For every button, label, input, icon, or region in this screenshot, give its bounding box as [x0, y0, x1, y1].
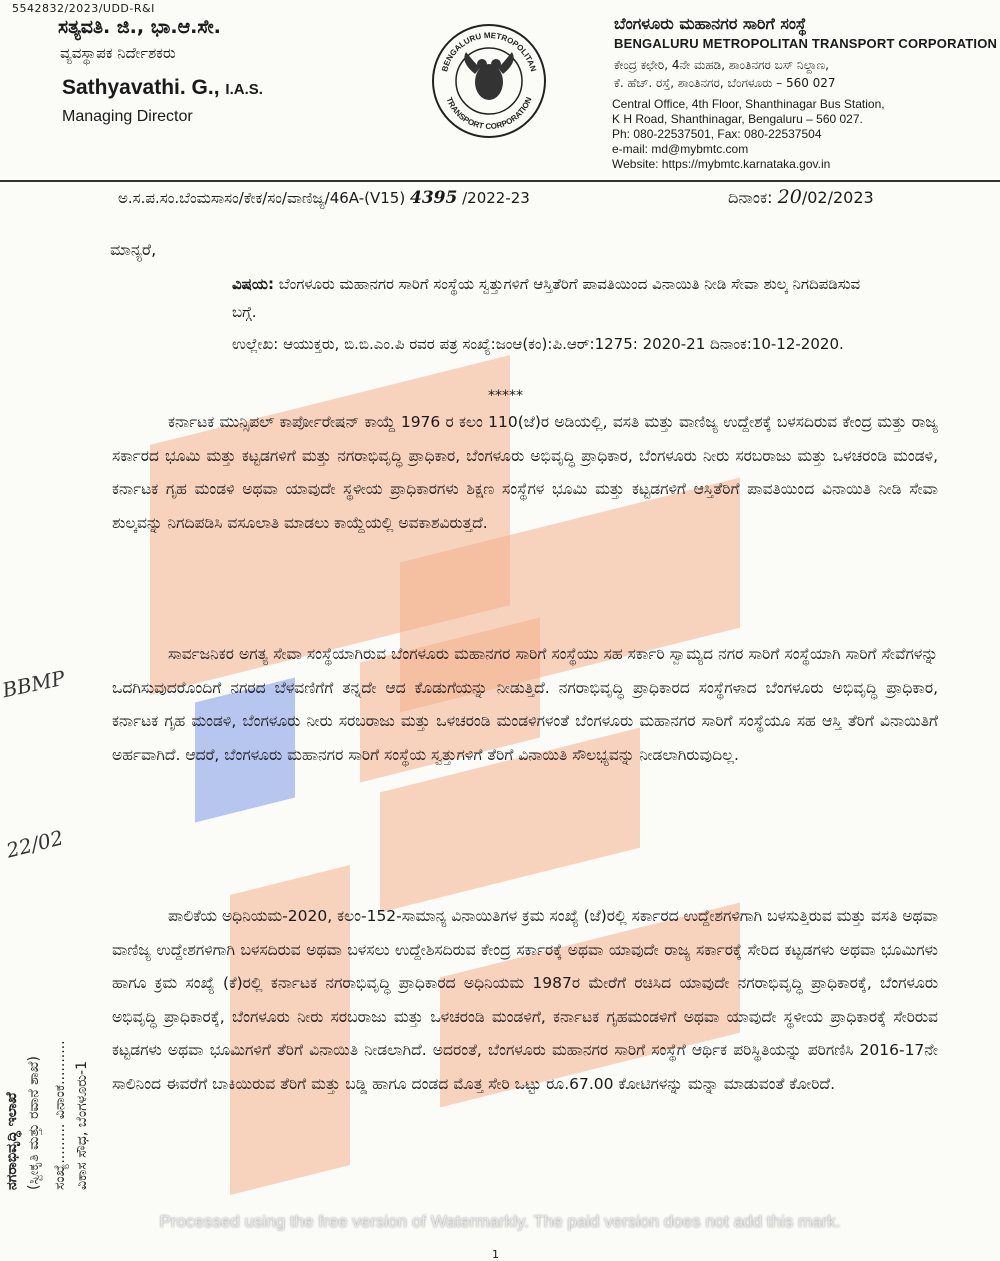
ref-number-handwritten: 4395: [409, 188, 458, 208]
officer-designation-kannada: ವ್ಯವಸ್ಥಾಪಕ ನಿರ್ದೇಶಕರು: [60, 44, 176, 62]
ref-number-suffix: /2022-23: [462, 189, 530, 207]
paragraph-2: [112, 638, 938, 772]
bmtc-seal-logo: [430, 22, 548, 140]
paragraph-3-text: ಪಾಲಿಕೆಯ ಅಧಿನಿಯಮ-2020, ಕಲಂ-152-ಸಾಮಾನ್ಯ ವಿನಾಯಿತಿಗಳ ಕ್ರಮ ಸಂಖ್ಯೆ (ಜೆ)ರಲ್ಲಿ ಸರ್ಕಾರದ ಉದ್ದೇಶಗಳಿಗಾಗಿ ಬಳಸುತ್ತಿರುವ ಮತ್ತು ವಸತಿ ಅಥವಾ ವಾಣಿಜ್ಯ ಉದ್ದೇಶಗಳಿಗಾಗಿ ಬಳಸದಿರುವ ಅಥವಾ ಬಳಸಲು ಉದ್ದೇಶಿಸದಿರುವ ಕೇಂದ್ರ ಸರ್ಕಾರಕ್ಕೆ ಅಥವಾ ಯಾವುದೇ ರಾಜ್ಯ ಸರ್ಕಾರಕ್ಕೆ ಸೇರಿದ ಕಟ್ಟಡಗಳು ಅಥವಾ ಭೂಮಿಗಳು ಹಾಗೂ ಕ್ರಮ ಸಂಖ್ಯೆ (ಕೆ)ರಲ್ಲಿ ಕರ್ನಾಟಕ ನಗರಾಭಿವೃದ್ಧಿ ಪ್ರಾಧಿಕಾರದ ಅಧಿನಿಯಮ 1987ರ ಮೇರೆಗೆ ರಚಿಸಿದ ಯಾವುದೇ ನಗರಾಭಿವೃದ್ಧಿ ಪ್ರಾಧಿಕಾರಕ್ಕೆ, ಬೆಂಗಳೂರು ಅಭಿವೃದ್ಧಿ ಪ್ರಾಧಿಕಾರಕ್ಕೆ, ಬೆಂಗಳೂರು ನೀರು ಸರಬರಾಜು ಮತ್ತು ಒಳಚರಂಡಿ ಮಂಡಳಿಗೆ, ಕರ್ನಾಟಕ ಗೃಹಮಂಡಳಿಗೆ ಅಥವಾ ಯಾವುದೇ ಸ್ಥಳೀಯ ಪ್ರಾಧಿಕಾರಕ್ಕೆ ಸೇರಿರುವ ಕಟ್ಟಡಗಳು ಅಥವಾ ಭೂಮಿಗಳಿಗೆ ತೆರಿಗೆ ವಿನಾಯಿತಿ ನೀಡಲಾಗಿದೆ. ಅದರಂತೆ, ಬೆಂಗಳೂರು ಮಹಾನಗರ ಸಾರಿಗೆ ಸಂಸ್ಥೆಗೆ ಆರ್ಥಿಕ ಪರಿಸ್ಥಿತಿಯನ್ನು ಪರಿಗಣಿಸಿ 2016-17ನೇ ಸಾಲಿನಿಂದ ಈವರೆಗೆ ಬಾಕಿಯಿರುವ ತೆರಿಗೆ ಮತ್ತು ಬಡ್ಡಿ ಹಾಗೂ ದಂಡದ ಮೊತ್ತ ಸೇರಿ ಒಟ್ಟು ರೂ.67.00 ಕೋಟಿಗಳನ್ನು ಮನ್ನಾ ಮಾಡುವಂತೆ ಕೋರಿದೆ.: [112, 907, 938, 1093]
stamp-line-2: (ಸ್ವೀಕೃತಿ ಮತ್ತು ರವಾನೆ ಶಾಖೆ): [26, 1056, 42, 1190]
address-kannada-line-1: ಕೇಂದ್ರ ಕಛೇರಿ, 4ನೇ ಮಹಡಿ, ಶಾಂತಿನಗರ ಬಸ್ ನಿಲ್ದಾಣ,: [614, 58, 829, 72]
paragraph-3: [112, 900, 938, 1101]
address-kannada-line-2: ಕೆ. ಹೆಚ್. ರಸ್ತೆ, ಶಾಂತಿನಗರ, ಬೆಂಗಳೂರು – 560 027: [614, 76, 836, 90]
stamp-line-1: ನಗರಾಭಿವೃದ್ಧಿ ಇಲಾಖೆ: [4, 1092, 20, 1190]
reference-text: ಆಯುಕ್ತರು, ಬಿ.ಬಿ.ಎಂ.ಪಿ ರವರ ಪತ್ರ ಸಂಖ್ಯೆ:ಜಂಆ(ಕಂ):ಪಿ.ಆರ್:1275: 2020-21 ದಿನಾಂಕ:10-12-2020.: [283, 335, 844, 353]
phone-fax: Ph: 080-22537501, Fax: 080-22537504: [612, 127, 822, 141]
margin-note-bbmp: BBMP: [0, 665, 68, 703]
subject-label: ವಿಷಯ:: [232, 275, 274, 293]
seal-text-bottom: TRANSPORT CORPORATION: [444, 95, 534, 132]
paragraph-1: [112, 406, 938, 540]
organisation-name-english: BENGALURU METROPOLITAN TRANSPORT CORPORATION: [614, 36, 998, 51]
officer-name-english: [62, 76, 263, 100]
stamp-line-4: ವಿಕಾಸ ಸೌಧ, ಬೆಂಗಳೂರು-1: [74, 1061, 90, 1190]
organisation-name-kannada: ಬೆಂಗಳೂರು ಮಹಾನಗರ ಸಾರಿಗೆ ಸಂಸ್ಥೆ: [614, 14, 807, 33]
subject-text: ಬೆಂಗಳೂರು ಮಹಾನಗರ ಸಾರಿಗೆ ಸಂಸ್ಥೆಯ ಸ್ವತ್ತುಗಳಿಗೆ ಆಸ್ತಿತೆರಿಗೆ ಪಾವತಿಯಿಂದ ವಿನಾಯಿತಿ ನೀಡಿ ಸೇವಾ ಶುಲ್ಕ ನಿಗದಿಪಡಿಸುವ ಬಗ್ಗೆ.: [232, 275, 861, 321]
section-separator: *****: [488, 388, 523, 404]
officer-name-kannada: ಸತ್ಯವತಿ. ಜಿ., ಭಾ.ಆ.ಸೇ.: [58, 16, 221, 38]
watermark-notice: Processed using the free version of Watermarkly. The paid version does not add this mark.: [159, 1212, 841, 1231]
email: e-mail: md@mybmtc.com: [612, 142, 749, 156]
page-number: 1: [492, 1248, 499, 1261]
header-divider: [0, 180, 1000, 182]
date-suffix: /02/2023: [801, 188, 874, 207]
officer-suffix: I.A.S.: [225, 81, 263, 98]
seal-text-top: BENGALURU METROPOLITAN: [440, 30, 538, 73]
address-kannada: [614, 56, 836, 92]
address-english-line-1: Central Office, 4th Floor, Shanthinagar Bus Station,: [612, 97, 885, 111]
address-english-line-2: K H Road, Shanthinagar, Bengaluru – 560 027.: [612, 112, 863, 126]
website: Website: https://mybmtc.karnataka.gov.in: [612, 157, 831, 171]
margin-note-date: 22/02: [3, 825, 66, 863]
reference-label: ಉಲ್ಲೇಖ:: [232, 335, 279, 353]
address-english: [612, 97, 885, 172]
salutation: ಮಾನ್ಯರೆ,: [110, 240, 157, 259]
paragraph-2-text: ಸಾರ್ವಜನಿಕರ ಅಗತ್ಯ ಸೇವಾ ಸಂಸ್ಥೆಯಾಗಿರುವ ಬೆಂಗಳೂರು ಮಹಾನಗರ ಸಾರಿಗೆ ಸಂಸ್ಥೆಯು ಸಹ ಸರ್ಕಾರಿ ಸ್ವಾಮ್ಯದ ನಗರ ಸಾರಿಗೆ ಸಂಸ್ಥೆಯಾಗಿ ಸಾರಿಗೆ ಸೇವೆಗಳನ್ನು ಒದಗಿಸುವುದರೊಂದಿಗೆ ನಗರದ ಬೆಳವಣಿಗೆಗೆ ತನ್ನದೇ ಆದ ಕೊಡುಗೆಯನ್ನು ನೀಡುತ್ತಿದೆ. ನಗರಾಭಿವೃದ್ಧಿ ಪ್ರಾಧಿಕಾರದ ಸಂಸ್ಥೆಗಳಾದ ಬೆಂಗಳೂರು ಅಭಿವೃದ್ಧಿ ಪ್ರಾಧಿಕಾರ, ಕರ್ನಾಟಕ ಗೃಹ ಮಂಡಳಿ, ಬೆಂಗಳೂರು ನೀರು ಸರಬರಾಜು ಮತ್ತು ಒಳಚರಂಡಿ ಮಂಡಳಿಗಳಂತೆ ಬೆಂಗಳೂರು ಮಹಾನಗರ ಸಾರಿಗೆ ಸಂಸ್ಥೆಯೂ ಸಹ ಆಸ್ತಿ ತೆರಿಗೆ ವಿನಾಯಿತಿಗೆ ಅರ್ಹವಾಗಿದೆ. ಆದರೆ, ಬೆಂಗಳೂರು ಮಹಾನಗರ ಸಾರಿಗೆ ಸಂಸ್ಥೆಯ ಸ್ವತ್ತುಗಳಿಗೆ ತೆರಿಗೆ ವಿನಾಯಿತಿ ಸೌಲಭ್ಯವನ್ನು ನೀಡಲಾಗಿರುವುದಿಲ್ಲ.: [112, 645, 938, 764]
file-reference: 5542832/2023/UDD-R&I: [12, 2, 155, 15]
stamp-line-3: ಸಂಖ್ಯೆ......... ವಿನಾಂಕ..........: [52, 1040, 68, 1190]
reference: [232, 330, 872, 358]
officer-name: Sathyavathi. G.,: [62, 76, 220, 99]
paragraph-1-text: ಕರ್ನಾಟಕ ಮುನ್ಸಿಪಲ್ ಕಾರ್ಪೋರೇಷನ್ ಕಾಯ್ದೆ 1976 ರ ಕಲಂ 110(ಜೆ)ರ ಅಡಿಯಲ್ಲಿ, ವಸತಿ ಮತ್ತು ವಾಣಿಜ್ಯ ಉದ್ದೇಶಕ್ಕೆ ಬಳಸದಿರುವ ಕೇಂದ್ರ ಮತ್ತು ರಾಜ್ಯ ಸರ್ಕಾರದ ಭೂಮಿ ಮತ್ತು ಕಟ್ಟಡಗಳಿಗೆ ಮತ್ತು ನಗರಾಭಿವೃದ್ಧಿ ಪ್ರಾಧಿಕಾರ, ಬೆಂಗಳೂರು ಅಭಿವೃದ್ಧಿ ಪ್ರಾಧಿಕಾರ, ಬೆಂಗಳೂರು ನೀರು ಸರಬರಾಜು ಮತ್ತು ಒಳಚರಂಡಿ ಮಂಡಳಿ, ಕರ್ನಾಟಕ ಗೃಹ ಮಂಡಳಿ ಅಥವಾ ಯಾವುದೇ ಸ್ಥಳೀಯ ಪ್ರಾಧಿಕಾರಗಳು ಶಿಕ್ಷಣ ಸಂಸ್ಥೆಗಳ ಭೂಮಿ ಮತ್ತು ಕಟ್ಟಡಗಳಿಗೆ ಆಸ್ತಿತೆರಿಗೆ ಪಾವತಿಯಿಂದ ವಿನಾಯಿತಿ ನೀಡಿ ಸೇವಾ ಶುಲ್ಕವನ್ನು ನಿಗದಿಪಡಿಸಿ ವಸೂಲಾತಿ ಮಾಡಲು ಕಾಯ್ದೆಯಲ್ಲಿ ಅವಕಾಶವಿರುತ್ತದೆ.: [112, 413, 938, 532]
date-label: ದಿನಾಂಕ:: [728, 188, 773, 207]
receipt-stamp: [0, 900, 100, 1200]
date-handwritten: 20: [777, 186, 802, 208]
subject: [232, 270, 872, 326]
ref-number-prefix: ಅ.ಸ.ಪ.ಸಂ.ಬೆಂಮಸಾಸಂ/ಕೇಕ/ಸಂ/ವಾಣಿಜ್ಯ/46A-(V15): [118, 189, 406, 207]
letter-date: [728, 186, 874, 208]
letter-reference-number: [118, 188, 530, 208]
officer-designation-english: Managing Director: [62, 108, 193, 125]
